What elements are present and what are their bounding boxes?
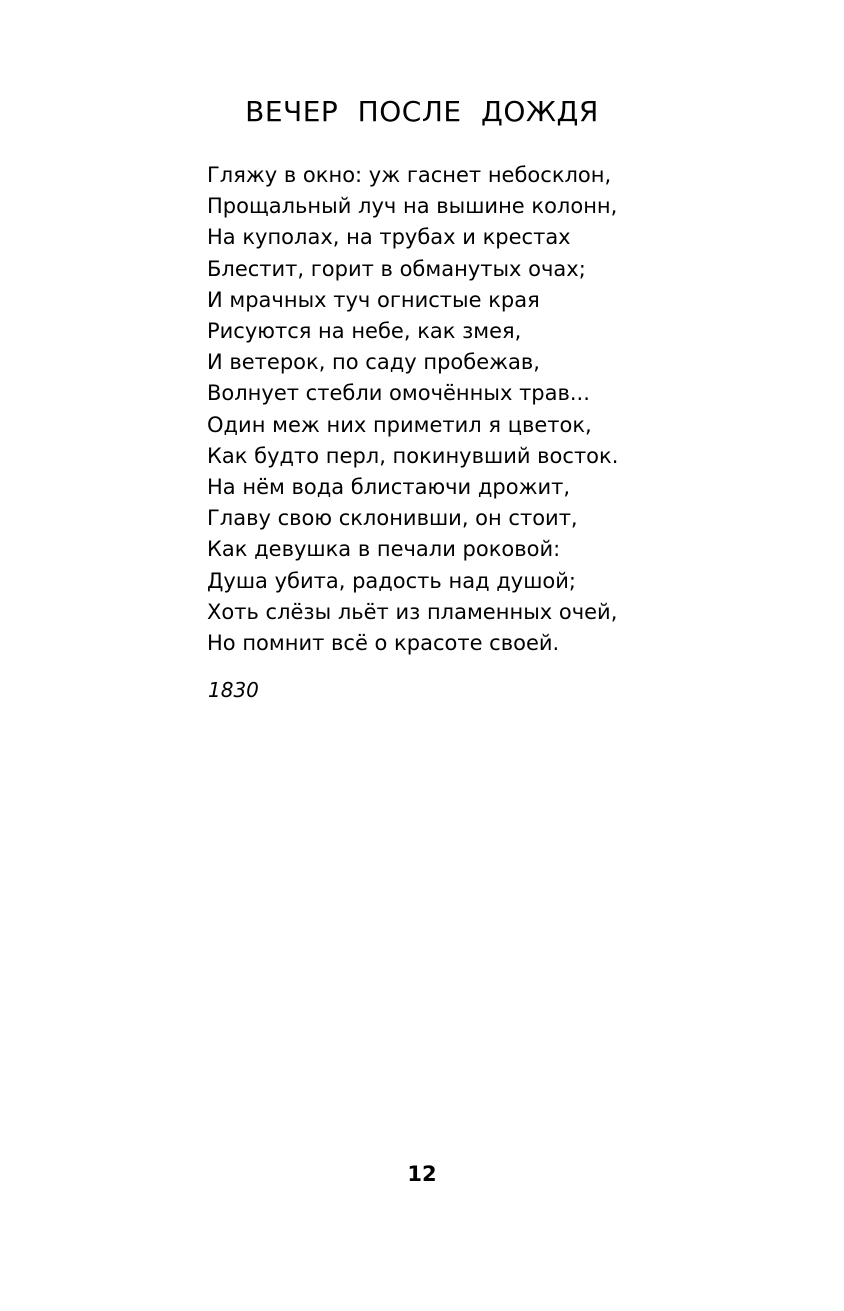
poem-line: И мрачных туч огнистые края [207,287,540,312]
poem-title: ВЕЧЕР ПОСЛЕ ДОЖДЯ [245,95,599,128]
poem-line: Рисуются на небе, как змея, [207,319,522,344]
poem-body [207,160,618,659]
poem-line: Душа убита, радость над душой; [207,568,576,593]
poem-line: Хоть слёзы льёт из пламенных очей, [207,599,618,624]
poem-line: И ветерок, по саду пробежав, [207,350,540,375]
poem-line: Блестит, горит в обманутых очах; [207,256,586,281]
poem-line: Как будто перл, покинувший восток. [207,443,619,468]
poem-line: Один меж них приметил я цветок, [207,412,592,437]
poem-line: Прощальный луч на вышине колонн, [207,194,618,219]
poem-line: Как девушка в печали роковой: [207,537,561,562]
poem-line: Но помнит всё о красоте своей. [207,631,560,656]
poem-line: Волнует стебли омочённых трав... [207,381,590,406]
poem-line: На нём вода блистаючи дрожит, [207,475,571,500]
poem-line: На куполах, на трубах и крестах [207,225,571,250]
poem-line: Гляжу в окно: уж гаснет небосклон, [207,163,612,187]
poem-date: 1830 [208,678,259,702]
page-number: 12 [407,1162,437,1186]
poem-line: Главу свою склонивши, он стоит, [207,506,578,531]
